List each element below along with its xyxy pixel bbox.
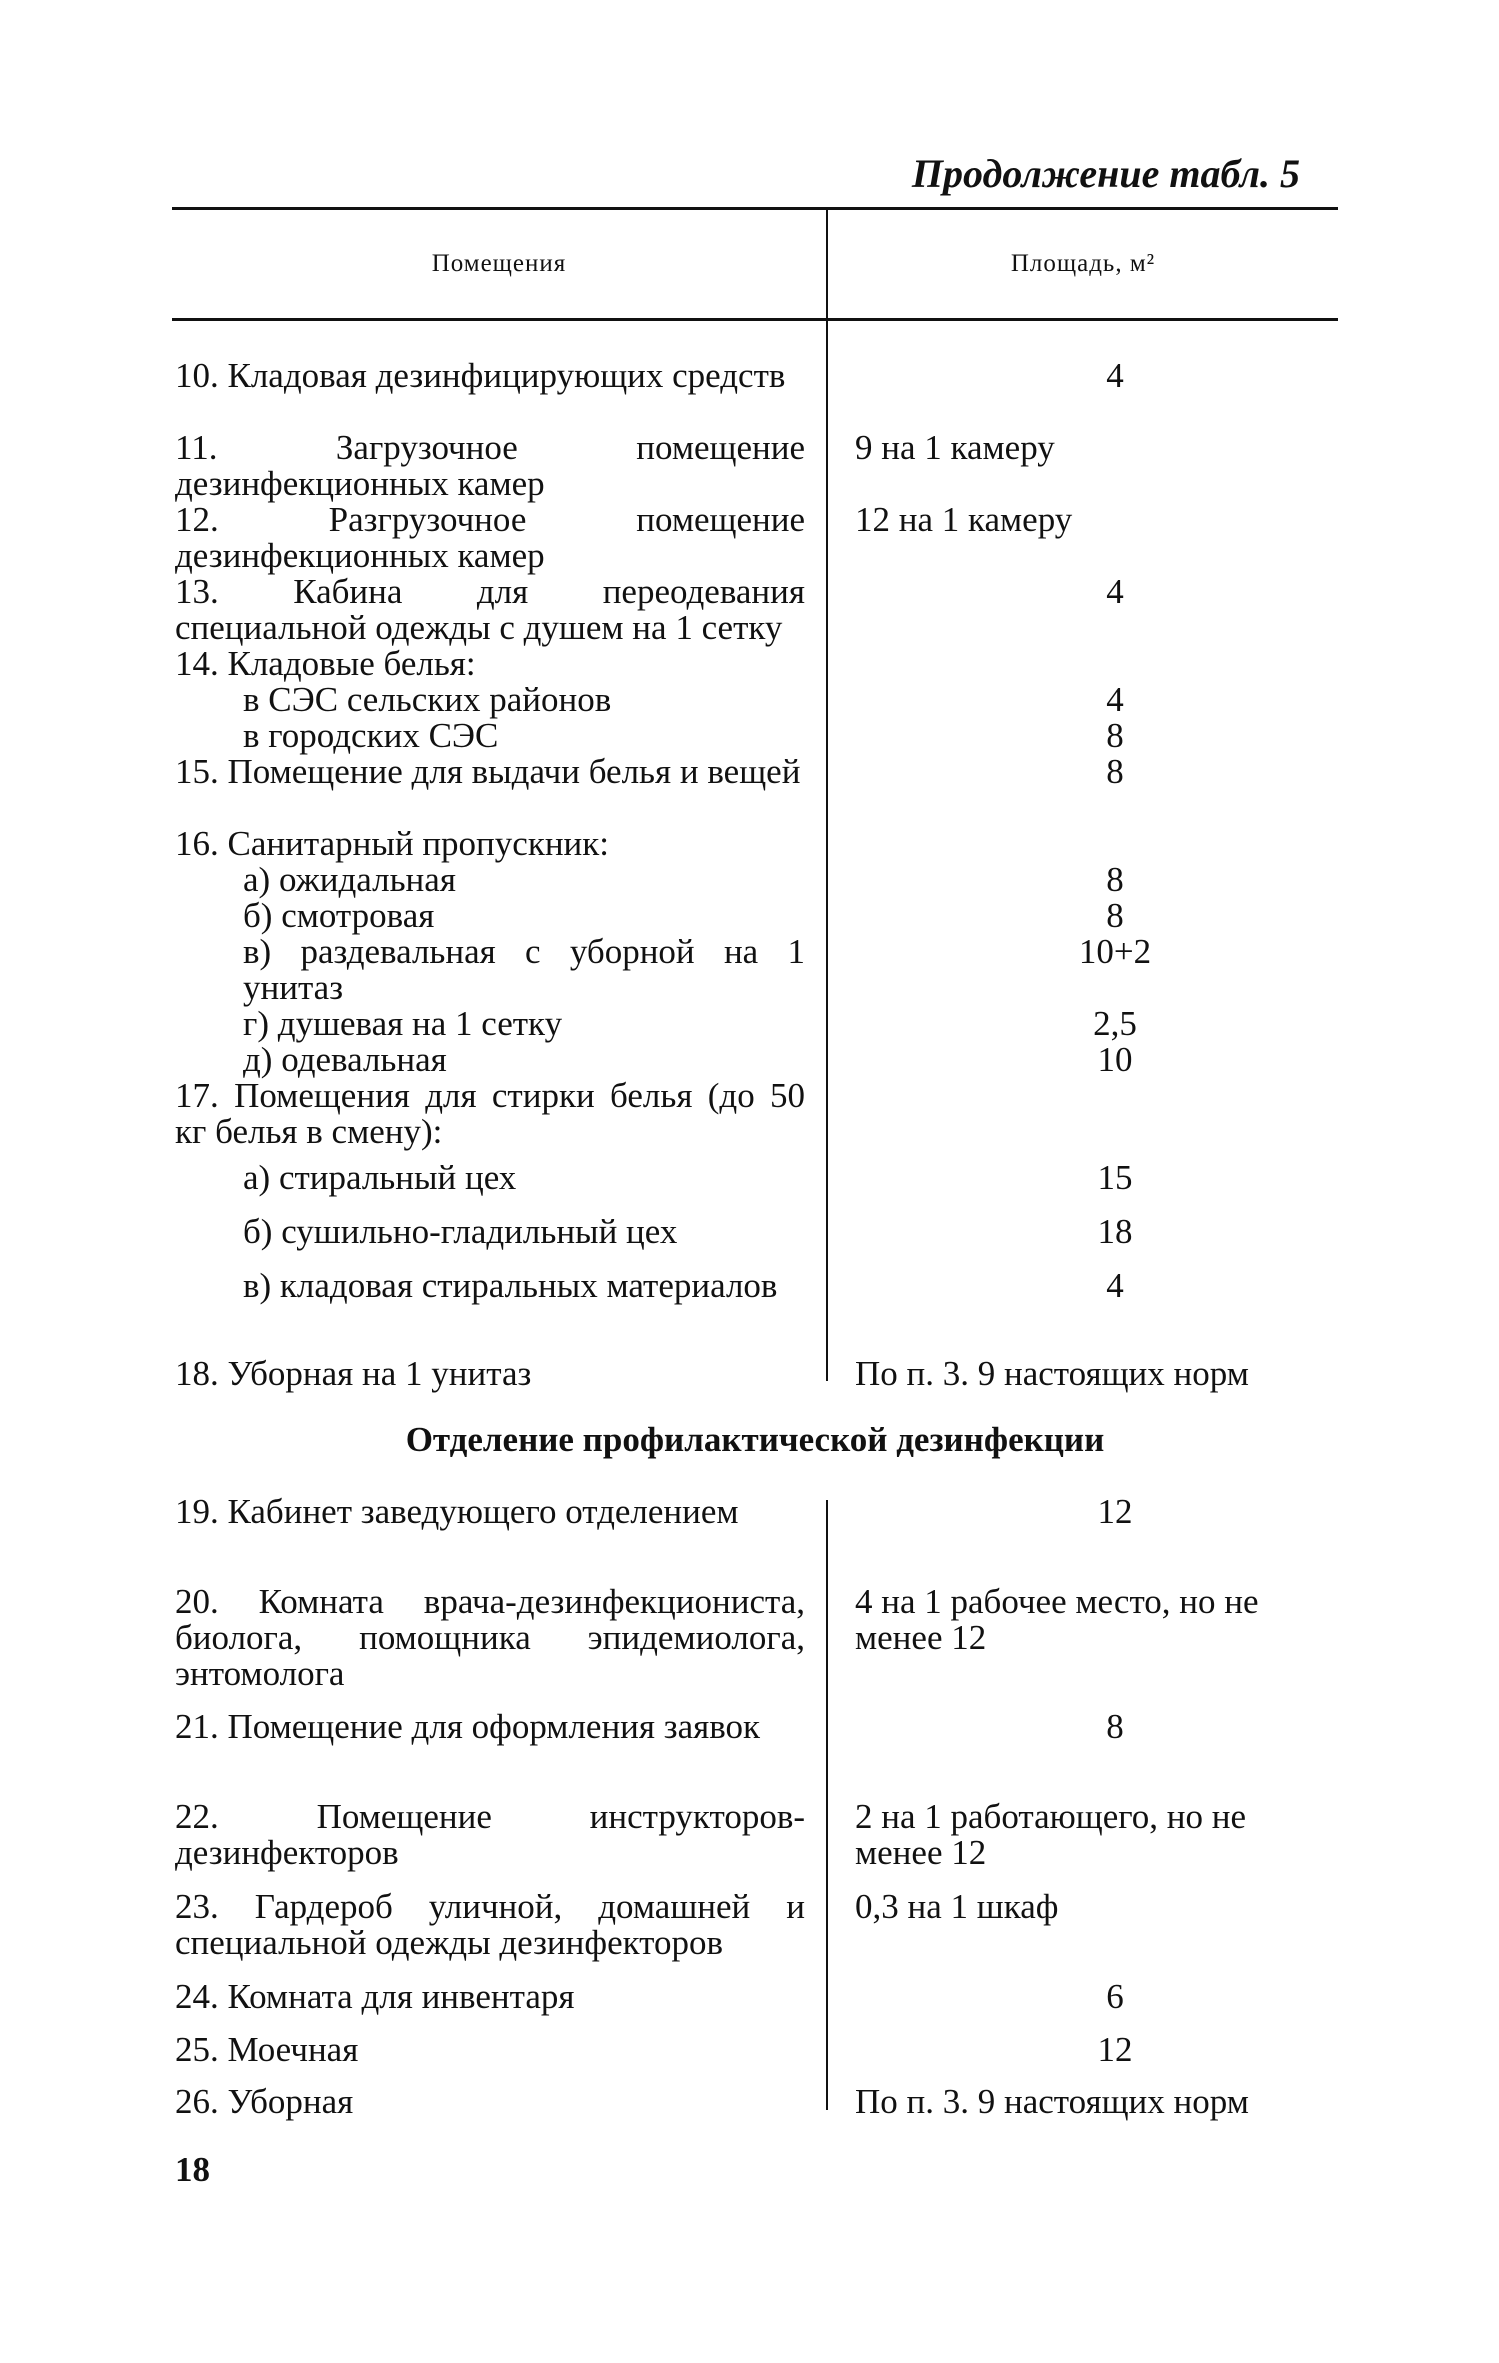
table-row-name: в) раздевальная с уборной на 1 унитаз bbox=[243, 932, 805, 1007]
table-row-name: г) душевая на 1 сетку bbox=[243, 1004, 563, 1043]
table-row-value: По п. 3. 9 настоящих норм bbox=[855, 1354, 1249, 1393]
header-bottom-rule bbox=[172, 318, 1338, 321]
table-caption: Продолжение табл. 5 bbox=[911, 151, 1300, 196]
table-row-name: 15. Помещение для выдачи белья и вещей bbox=[175, 752, 801, 791]
table-row-value: 8 bbox=[1106, 1707, 1124, 1746]
table-row-value: 10+2 bbox=[1078, 932, 1152, 971]
table-row-name: 10. Кладовая дезинфицирующих средств bbox=[175, 356, 786, 395]
table-row-name: д) одевальная bbox=[243, 1040, 447, 1079]
table-row-value: 8 bbox=[1106, 896, 1124, 935]
table-row-value: По п. 3. 9 настоящих норм bbox=[855, 2082, 1249, 2121]
table-row-name: 22. Помещение инструкторов-дезинфекторов bbox=[175, 1797, 805, 1872]
table-row-name: 21. Помещение для оформления заявок bbox=[175, 1707, 761, 1746]
table-row-value: 8 bbox=[1106, 716, 1124, 755]
table-row-name: 16. Санитарный пропускник: bbox=[175, 824, 610, 863]
table-row-value: 2,5 bbox=[1093, 1004, 1137, 1043]
page-number: 18 bbox=[175, 2150, 210, 2189]
table-row-name: 14. Кладовые белья: bbox=[175, 644, 476, 683]
header-premises: Помещения bbox=[431, 250, 567, 277]
table-row-value: 8 bbox=[1106, 860, 1124, 899]
table-row-name: 20. Комната врача-дезинфекциониста, биолога, помощника эпидемиолога, энтомолога bbox=[175, 1582, 805, 1693]
table-row-value: 10 bbox=[1097, 1040, 1133, 1079]
table-row-value: 4 bbox=[1106, 356, 1124, 395]
table-row-name: 19. Кабинет заведующего отделением bbox=[175, 1492, 739, 1531]
table-row-name: 23. Гардероб уличной, домашней и специальной одежды дезинфекторов bbox=[175, 1887, 805, 1962]
table-row-name: в СЭС сельских районов bbox=[243, 680, 612, 719]
table-row-value: 12 bbox=[1097, 2030, 1133, 2069]
table-row-name: 25. Моечная bbox=[175, 2030, 359, 2069]
table-row-value: 2 на 1 работающего, но не менее 12 bbox=[855, 1797, 1247, 1872]
table-row-value: 8 bbox=[1106, 752, 1124, 791]
table-row-name: 13. Кабина для переодевания специальной одежды с душем на 1 сетку bbox=[175, 572, 805, 647]
table-row-name: 18. Уборная на 1 унитаз bbox=[175, 1354, 532, 1393]
table-row-value: 15 bbox=[1097, 1158, 1133, 1197]
table-row-name: 11. Загрузочное помещение дезинфекционных камер bbox=[175, 428, 805, 503]
table-row-value: 0,3 на 1 шкаф bbox=[855, 1887, 1059, 1926]
table-row-name: б) сушильно-гладильный цех bbox=[243, 1212, 678, 1251]
table-row-value: 12 на 1 камеру bbox=[855, 500, 1073, 539]
header-area: Площадь, м² bbox=[1010, 250, 1156, 277]
table-row-value: 18 bbox=[1097, 1212, 1133, 1251]
table-row-name: 17. Помещения для стирки белья (до 50 кг белья в смену): bbox=[175, 1076, 805, 1151]
table-row-name: в) кладовая стиральных материалов bbox=[243, 1266, 778, 1305]
table-row-value: 4 bbox=[1106, 680, 1124, 719]
table-row-value: 4 на 1 рабочее место, но не менее 12 bbox=[855, 1582, 1259, 1657]
section-title: Отделение профилактической дезинфекции bbox=[405, 1420, 1105, 1459]
table-row-name: б) смотровая bbox=[243, 896, 435, 935]
table-row-name: 26. Уборная bbox=[175, 2082, 354, 2121]
table-row-value: 4 bbox=[1106, 1266, 1124, 1305]
table-row-name: 12. Разгрузочное помещение дезинфекционных камер bbox=[175, 500, 805, 575]
column-divider-bottom bbox=[826, 1500, 828, 2110]
table-row-value: 12 bbox=[1097, 1492, 1133, 1531]
table-row-value: 9 на 1 камеру bbox=[855, 428, 1055, 467]
column-divider-top bbox=[826, 209, 828, 1381]
table-row-name: а) ожидальная bbox=[243, 860, 456, 899]
table-row-value: 6 bbox=[1106, 1977, 1124, 2016]
table-top-rule bbox=[172, 207, 1338, 210]
table-row-name: в городских СЭС bbox=[243, 716, 499, 755]
table-row-value: 4 bbox=[1106, 572, 1124, 611]
table-row-name: 24. Комната для инвентаря bbox=[175, 1977, 575, 2016]
table-row-name: а) стиральный цех bbox=[243, 1158, 517, 1197]
